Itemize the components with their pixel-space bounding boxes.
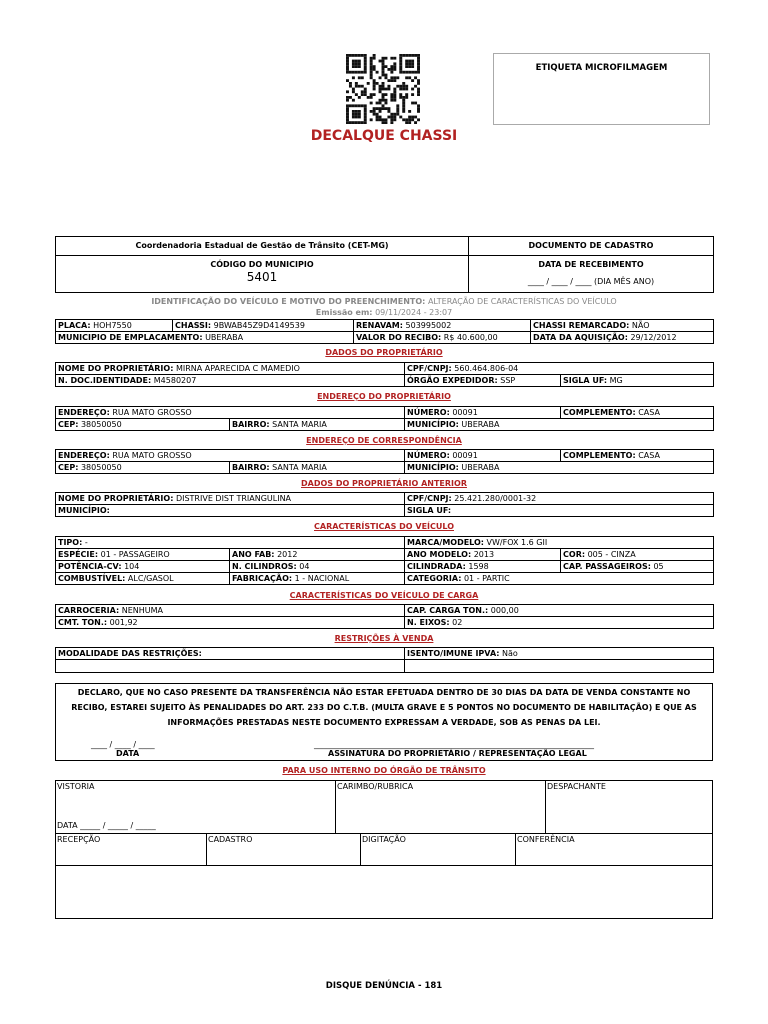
section-owner: DADOS DO PROPRIETÁRIO <box>325 348 443 357</box>
owner-doc-cell: N. DOC.IDENTIDADE: M4580207 <box>56 375 405 387</box>
section-previous-owner: DADOS DO PROPRIETÁRIO ANTERIOR <box>301 479 467 488</box>
owner-name-cell: NOME DO PROPRIETÁRIO: MIRNA APARECIDA C MAMEDIO <box>56 363 405 375</box>
chassi-cell: CHASSI: 9BWAB45Z9D4149539 <box>173 320 354 332</box>
cilindrada-value: 1598 <box>468 562 489 571</box>
emission-value: 09/11/2024 - 23:07 <box>375 308 453 317</box>
vistoria-label: VISTORIA <box>57 782 95 791</box>
carroceria-cell: CARROCERIA: NENHUMA <box>56 605 405 617</box>
cmt-cell: CMT. TON.: 001,92 <box>56 617 405 629</box>
prev-owner-name-value: DISTRIVE DIST TRIANGULINA <box>175 494 292 503</box>
conferencia-label: CONFERÊNCIA <box>517 835 575 844</box>
ano-modelo-value: 2013 <box>473 550 495 559</box>
address-municipio-cell: MUNICÍPIO: UBERABA <box>405 419 714 431</box>
cilindrada-cell: CILINDRADA: 1598 <box>405 561 561 573</box>
corr-number-value: 00091 <box>452 451 478 460</box>
eixos-value: 02 <box>452 618 463 627</box>
especie-cell: ESPÉCIE: 01 - PASSAGEIRO <box>56 549 230 561</box>
ipva-cell: ISENTO/IMUNE IPVA: Não <box>405 648 714 660</box>
owner-orgao-value: SSP <box>500 376 516 385</box>
tipo-value: - <box>84 538 88 547</box>
cargo-table <box>55 604 714 629</box>
owner-uf-cell: SIGLA UF: MG <box>561 375 714 387</box>
carimbo-label: CARIMBO/RUBRICA <box>337 782 414 791</box>
section-restrictions: RESTRIÇÕES À VENDA <box>334 634 434 643</box>
placa-cell: PLACA: HOH7550 <box>56 320 173 332</box>
internal-use-box <box>55 780 713 919</box>
qr-code <box>346 54 420 124</box>
combustivel-value: ALC/GASOL <box>127 574 174 583</box>
divider <box>360 833 361 865</box>
potencia-cell: POTÊNCIA-CV: 104 <box>56 561 230 573</box>
chassi-remarcado-value: NÃO <box>631 321 650 330</box>
recepcao-label: RECEPÇÃO <box>57 835 101 844</box>
divider <box>545 781 546 833</box>
corr-number-cell: NÚMERO: 00091 <box>405 450 561 462</box>
cilindros-value: 04 <box>299 562 310 571</box>
fabricacao-value: 1 - NACIONAL <box>294 574 350 583</box>
divider <box>56 865 712 866</box>
owner-orgao-cell: ÓRGÃO EXPEDIDOR: SSP <box>405 375 561 387</box>
corr-street-cell: ENDEREÇO: RUA MATO GROSSO <box>56 450 405 462</box>
owner-cpf-cell: CPF/CNPJ: 560.464.806-04 <box>405 363 714 375</box>
restriction-empty-cell-2 <box>405 660 714 673</box>
ipva-value: Não <box>502 649 518 658</box>
declaration-box <box>55 683 713 761</box>
agency-header <box>55 236 714 293</box>
prev-owner-name-cell: NOME DO PROPRIETÁRIO: DISTRIVE DIST TRIANGULINA <box>56 493 405 505</box>
passageiros-value: 05 <box>653 562 664 571</box>
corr-cep-cell: CEP: 38050050 <box>56 462 230 474</box>
signature-line: ______________________________________________________________________ <box>314 740 594 749</box>
address-cep-value: 38050050 <box>80 420 122 429</box>
owner-cpf-value: 560.464.806-04 <box>454 364 519 373</box>
categoria-value: 01 - PARTIC <box>463 574 510 583</box>
section-internal: PARA USO INTERNO DO ÓRGÃO DE TRÂNSITO <box>282 766 486 775</box>
identification-label: IDENTIFICAÇÃO DO VEÍCULO E MOTIVO DO PREENCHIMENTO: <box>151 297 426 306</box>
prev-owner-cpf-cell: CPF/CNPJ: 25.421.280/0001-32 <box>405 493 714 505</box>
corr-municipio-value: UBERABA <box>461 463 500 472</box>
identification-reason: ALTERAÇÃO DE CARACTERÍSTICAS DO VEÍCULO <box>427 297 617 306</box>
cmt-value: 001,92 <box>109 618 138 627</box>
address-number-cell: NÚMERO: 00091 <box>405 407 561 419</box>
address-street-value: RUA MATO GROSSO <box>112 408 192 417</box>
ano-modelo-cell: ANO MODELO: 2013 <box>405 549 561 561</box>
emission-label: Emissão em: <box>315 308 373 317</box>
document-label: DOCUMENTO DE CADASTRO <box>469 237 714 256</box>
modalidade-cell: MODALIDADE DAS RESTRIÇÕES: <box>56 648 405 660</box>
microfilm-label-box <box>493 53 710 125</box>
address-complement-value: CASA <box>638 408 660 417</box>
chassi-value: 9BWAB45Z9D4149539 <box>213 321 305 330</box>
digitacao-label: DIGITAÇÃO <box>362 835 406 844</box>
address-municipio-value: UBERABA <box>461 420 500 429</box>
address-cep-cell: CEP: 38050050 <box>56 419 230 431</box>
receipt-date-blank: ____ / ____ / ____ (DIA MÊS ANO) <box>527 277 655 286</box>
cor-value: 005 - CINZA <box>587 550 636 559</box>
previous-owner-table <box>55 492 714 517</box>
agency-name: Coordenadoria Estadual de Gestão de Trânsito (CET-MG) <box>56 237 469 256</box>
date-label: DATA <box>116 749 140 758</box>
restriction-empty-cell <box>56 660 405 673</box>
section-correspondence: ENDEREÇO DE CORRESPONDÊNCIA <box>306 436 462 445</box>
cap-carga-cell: CAP. CARGA TON.: 000,00 <box>405 605 714 617</box>
disque-denuncia: DISQUE DENÚNCIA - 181 <box>325 981 443 991</box>
despachante-label: DESPACHANTE <box>547 782 606 791</box>
renavam-cell: RENAVAM: 503995002 <box>354 320 531 332</box>
owner-uf-value: MG <box>609 376 623 385</box>
owner-name-value: MIRNA APARECIDA C MAMEDIO <box>175 364 300 373</box>
corr-complement-value: CASA <box>638 451 660 460</box>
cap-carga-value: 000,00 <box>490 606 519 615</box>
prev-owner-uf-cell: SIGLA UF: <box>405 505 714 517</box>
receipt-date-cell <box>469 256 714 293</box>
vehicle-id-table <box>55 319 714 344</box>
divider <box>515 833 516 865</box>
characteristics-table <box>55 536 714 585</box>
carroceria-value: NENHUMA <box>121 606 164 615</box>
corr-bairro-value: SANTA MARIA <box>272 463 327 472</box>
categoria-cell: CATEGORIA: 01 - PARTIC <box>405 573 714 585</box>
corr-municipio-cell: MUNICÍPIO: UBERABA <box>405 462 714 474</box>
cadastro-label: CADASTRO <box>208 835 253 844</box>
fabricacao-cell: FABRICAÇÃO: 1 - NACIONAL <box>230 573 405 585</box>
divider <box>56 833 712 834</box>
divider <box>206 833 207 865</box>
section-cargo: CARACTERÍSTICAS DO VEÍCULO DE CARGA <box>289 591 479 600</box>
municipio-code: 5401 <box>246 270 278 284</box>
prev-owner-cpf-value: 25.421.280/0001-32 <box>454 494 537 503</box>
corr-complement-cell: COMPLEMENTO: CASA <box>561 450 714 462</box>
marca-value: VW/FOX 1.6 GII <box>486 538 548 547</box>
vistoria-date-blank: DATA _____ / _____ / _____ <box>57 821 156 830</box>
cor-cell: COR: 005 - CINZA <box>561 549 714 561</box>
chassi-remarcado-cell: CHASSI REMARCADO: NÃO <box>531 320 714 332</box>
corr-bairro-cell: BAIRRO: SANTA MARIA <box>230 462 405 474</box>
corr-street-value: RUA MATO GROSSO <box>112 451 192 460</box>
ano-fab-value: 2012 <box>277 550 298 559</box>
receipt-date-label: DATA DE RECEBIMENTO <box>538 260 644 269</box>
address-bairro-cell: BAIRRO: SANTA MARIA <box>230 419 405 431</box>
correspondence-table <box>55 449 714 474</box>
tipo-cell: TIPO: - <box>56 537 405 549</box>
signature-label: ASSINATURA DO PROPRIETÁRIO / REPRESENTAÇÃO LEGAL <box>328 749 587 758</box>
declaration-text: DECLARO, QUE NO CASO PRESENTE DA TRANSFERÊNCIA NÃO ESTAR EFETUADA DENTRO DE 30 DIAS DA DATA DE VENDA CONSTANTE NO RECIBO, ESTAREI SUJEITO ÀS PENALIDADES DO ART. 233 DO C.T.B. (MULTA GRAVE E 5 PONTOS NO DOCUMENTO DE HABILITAÇÃO) E QUE AS INFORMAÇÕES PRESTADAS NESTE DOCUMENTO EXPRESSAM A VERDADE, SOB AS PENAS DA LEI. <box>71 688 697 727</box>
address-table <box>55 406 714 431</box>
microfilm-label: ETIQUETA MICROFILMAGEM <box>535 63 668 73</box>
cilindros-cell: N. CILINDROS: 04 <box>230 561 405 573</box>
recibo-cell: VALOR DO RECIBO: R$ 40.600,00 <box>354 332 531 344</box>
aquisicao-value: 29/12/2012 <box>630 333 677 342</box>
date-blank: ____ / ____ / ____ <box>91 740 155 749</box>
emplacamento-cell: MUNICIPIO DE EMPLACAMENTO: UBERABA <box>56 332 354 344</box>
combustivel-cell: COMBUSTÍVEL: ALC/GASOL <box>56 573 230 585</box>
especie-value: 01 - PASSAGEIRO <box>100 550 170 559</box>
municipio-code-cell <box>56 256 469 293</box>
divider <box>335 781 336 833</box>
address-complement-cell: COMPLEMENTO: CASA <box>561 407 714 419</box>
owner-doc-value: M4580207 <box>153 376 197 385</box>
ano-fab-cell: ANO FAB: 2012 <box>230 549 405 561</box>
corr-cep-value: 38050050 <box>80 463 122 472</box>
restrictions-table <box>55 647 714 673</box>
municipio-code-label: CÓDIGO DO MUNICIPIO <box>210 260 314 269</box>
section-address: ENDEREÇO DO PROPRIETÁRIO <box>317 392 451 401</box>
decalque-title: DECALQUE CHASSI <box>310 128 458 144</box>
prev-owner-municipio-cell: MUNICÍPIO: <box>56 505 405 517</box>
eixos-cell: N. EIXOS: 02 <box>405 617 714 629</box>
address-bairro-value: SANTA MARIA <box>272 420 327 429</box>
marca-cell: MARCA/MODELO: VW/FOX 1.6 GII <box>405 537 714 549</box>
aquisicao-cell: DATA DA AQUISIÇÃO: 29/12/2012 <box>531 332 714 344</box>
address-street-cell: ENDEREÇO: RUA MATO GROSSO <box>56 407 405 419</box>
section-characteristics: CARACTERÍSTICAS DO VEÍCULO <box>314 522 454 531</box>
renavam-value: 503995002 <box>405 321 452 330</box>
recibo-value: R$ 40.600,00 <box>443 333 498 342</box>
passageiros-cell: CAP. PASSAGEIROS: 05 <box>561 561 714 573</box>
potencia-value: 104 <box>124 562 140 571</box>
emplacamento-value: UBERABA <box>205 333 244 342</box>
address-number-value: 00091 <box>452 408 478 417</box>
owner-table <box>55 362 714 387</box>
identification-line <box>55 296 713 318</box>
placa-value: HOH7550 <box>93 321 132 330</box>
